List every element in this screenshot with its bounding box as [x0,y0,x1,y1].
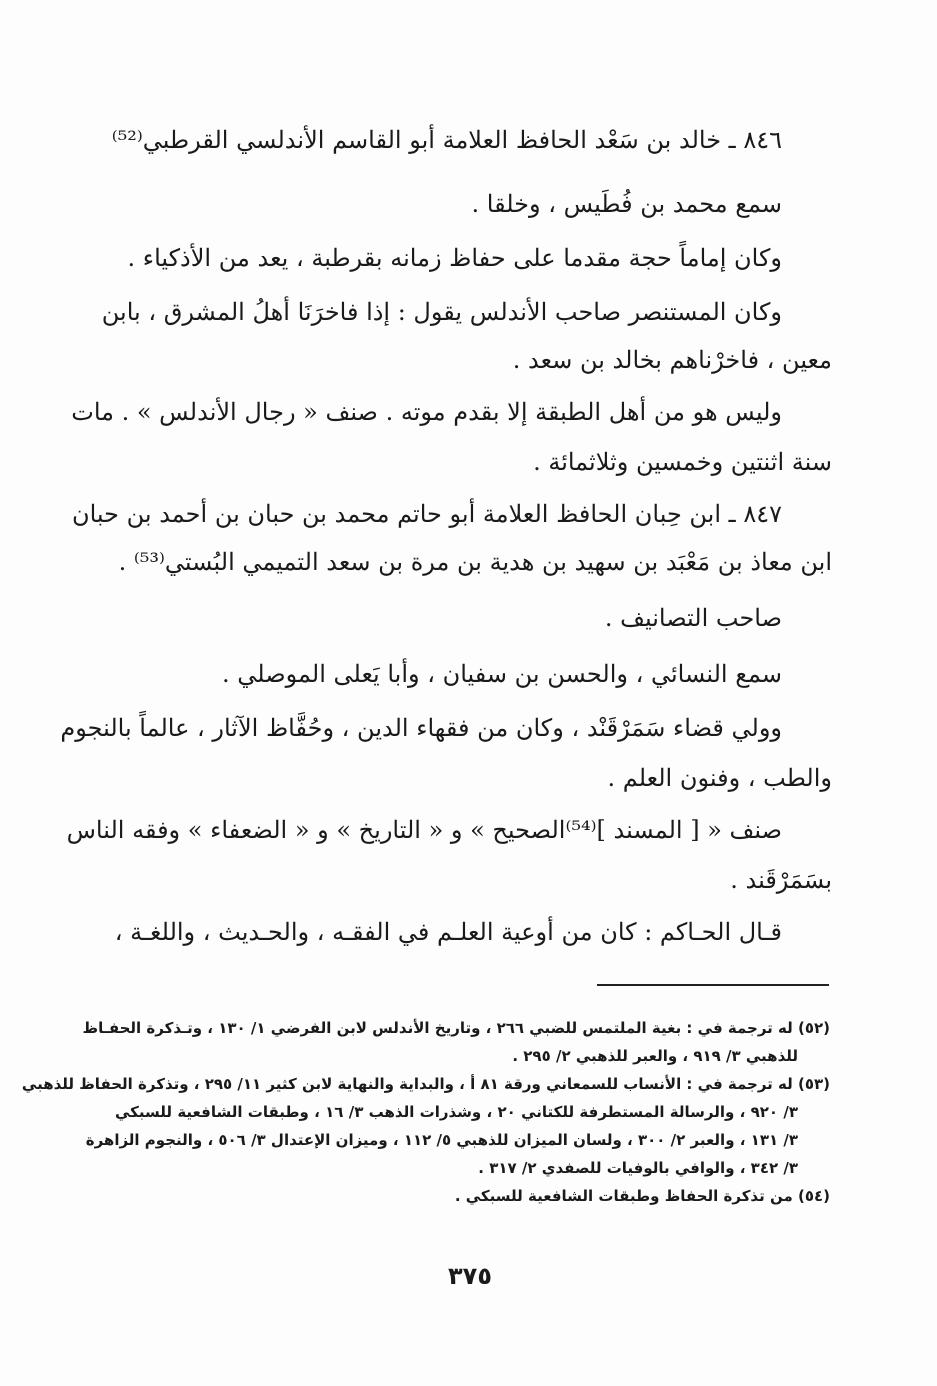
body-line: وكان المستنصر صاحب الأندلس يقول : إذا فاخرَنَا أهلُ المشرق ، بابن [101,298,782,326]
body-line: سمع محمد بن فُطَيس ، وخلقا . [471,190,782,218]
body-line: قـال الحـاكم : كان من أوعية العلـم في الفقـه ، والحـديث ، واللغـة ، [114,918,782,946]
footnote-53: (٥٣) له ترجمة في : الأنساب للسمعاني ورقة ٨١ أ ، والبداية والنهاية لابن كثير ١١/ ٢٩٥ ، وتذكرة الحفاظ للذهبي [21,1075,830,1093]
body-line: سمع النسائي ، والحسن بن سفيان ، وأبا يَعلى الموصلي . [222,660,782,688]
page-number: ٣٧٥ [448,1262,492,1290]
footnote-line: ٣/ ٣٤٢ ، والوافي بالوفيات للصفدي ٢/ ٣١٧ . [478,1159,798,1177]
body-line: وليس هو من أهل الطبقة إلا بقدم موته . صنف « رجال الأندلس » . مات [71,398,782,426]
body-line: سنة اثنتين وخمسين وثلاثمائة . [533,448,832,476]
body-line: ابن معاذ بن مَعْبَد بن سهيد بن هدية بن مرة بن سعد التميمي البُستي⁽⁵³⁾ . [118,548,832,576]
body-line: وكان إماماً حجة مقدما على حفاظ زمانه بقرطبة ، يعد من الأذكياء . [127,244,782,272]
footnote-separator [597,984,829,986]
entry-847-heading: ٨٤٧ ـ ابن حِبان الحافظ العلامة أبو حاتم محمد بن حبان بن أحمد بن حبان [71,500,782,528]
entry-846-heading: ٨٤٦ ـ خالد بن سَعْد الحافظ العلامة أبو القاسم الأندلسي القرطبي⁽⁵²⁾ [111,126,782,154]
body-line: صنف « [ المسند ]⁽⁵⁴⁾الصحيح » و « التاريخ » و « الضعفاء » وفقه الناس [66,816,782,844]
body-line: صاحب التصانيف . [604,604,782,632]
footnote-line: ٣/ ١٣١ ، والعبر ٢/ ٣٠٠ ، ولسان الميزان للذهبي ٥/ ١١٢ ، وميزان الإعتدال ٣/ ٥٠٦ ، والنجوم الزاهرة [85,1131,798,1149]
body-line: والطب ، وفنون العلم . [607,764,832,792]
footnote-52: (٥٢) له ترجمة في : بغية الملتمس للضبي ٢٦٦ ، وتاريخ الأندلس لابن الفرضي ١/ ١٣٠ ، وتـذكرة الحفـاظ [82,1019,830,1037]
footnote-54: (٥٤) من تذكرة الحفاظ وطبقات الشافعية للسبكي . [454,1187,830,1205]
body-line: وولي قضاء سَمَرْقَنْد ، وكان من فقهاء الدين ، وحُفَّاظ الآثار ، عالماً بالنجوم [60,714,782,742]
body-line: معين ، فاخرْناهم بخالد بن سعد . [512,346,832,374]
footnote-line: للذهبي ٣/ ٩١٩ ، والعبر للذهبي ٢/ ٢٩٥ . [512,1047,798,1065]
footnote-line: ٣/ ٩٢٠ ، والرسالة المستطرفة للكتاني ٢٠ ، وشذرات الذهب ٣/ ١٦ ، وطبقات الشافعية للسبكي [115,1103,798,1121]
body-line: بسَمَرْقَند . [730,866,832,894]
